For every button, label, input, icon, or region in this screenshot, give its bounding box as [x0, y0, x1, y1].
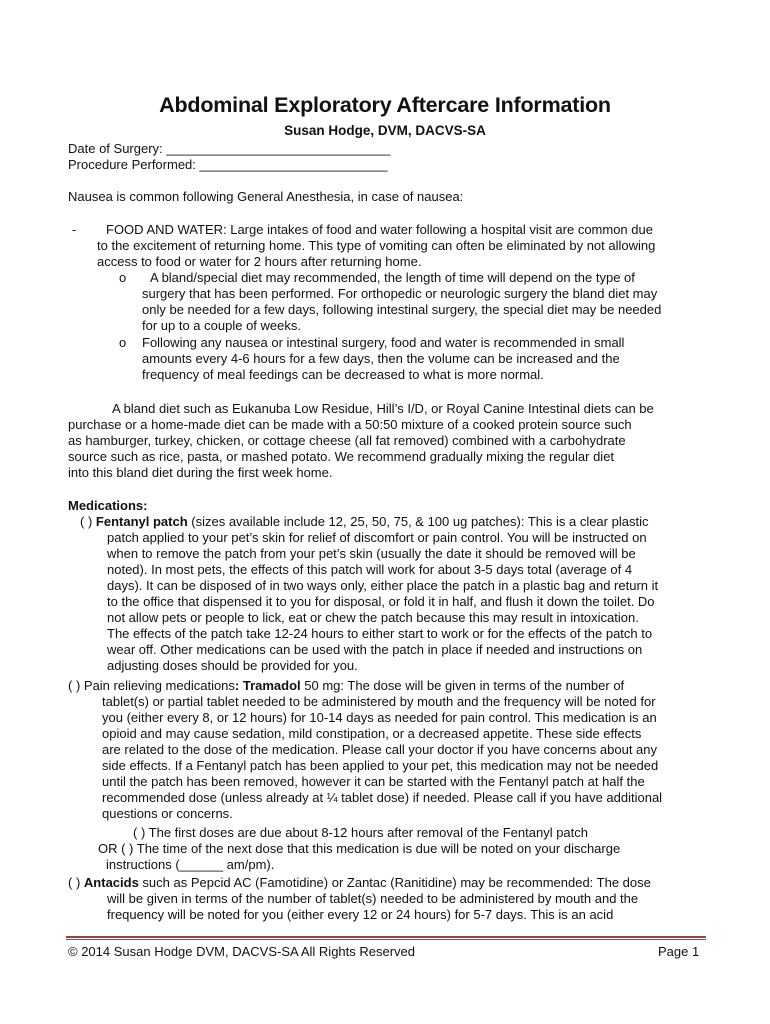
antacids-line-first	[68, 875, 651, 891]
tramadol-text: 50 mg: The dose will be given in terms of the number of	[300, 678, 625, 693]
tramadol-line: you (either every 8, or 12 hours) for 10-14 days as needed for pain control. This medication is an	[102, 710, 657, 725]
author-line: Susan Hodge, DVM, DACVS-SA	[284, 123, 486, 138]
antacids-line: will be given in terms of the number of tablet(s) needed to be administered by mouth and the	[107, 891, 639, 906]
antacids-checkbox[interactable]: ( )	[68, 875, 81, 890]
bullet-line: amounts every 4-6 hours for a few days, then the volume can be increased and the	[142, 351, 620, 366]
tramadol-checkbox[interactable]: ( )	[68, 678, 81, 693]
fentanyl-line: to the office that dispensed it to you for disposal, or fold it in half, and flush it down the toilet. Do	[107, 594, 655, 609]
fentanyl-line: noted). In most pets, the effects of this patch will work for about 3-5 days total (average of 4	[107, 562, 633, 577]
bullet-line: surgery that has been performed. For orthopedic or neurologic surgery the bland diet may	[142, 286, 658, 301]
food-water-line: to the excitement of returning home. This type of vomiting can often be eliminated by not allowing	[97, 238, 656, 253]
fentanyl-line: adjusting doses should be provided for you.	[107, 658, 358, 673]
bland-diet-line: into this bland diet during the first week home.	[68, 465, 333, 480]
footer-rule	[66, 936, 706, 938]
footer-copyright: © 2014 Susan Hodge DVM, DACVS-SA All Rights Reserved	[68, 944, 416, 959]
fentanyl-name: Fentanyl patch	[95, 514, 188, 529]
bullet-line: frequency of meal feedings can be decreased to what is more normal.	[142, 367, 544, 382]
bullet-marker: o	[119, 270, 127, 285]
fentanyl-line: patch applied to your pet’s skin for relief of discomfort or pain control. You will be instructed on	[107, 530, 647, 545]
food-water-line: FOOD AND WATER: Large intakes of food and water following a hospital visit are common due	[106, 222, 653, 237]
tramadol-name: : Tramadol	[234, 678, 301, 693]
antacids-text: such as Pepcid AC (Famotidine) or Zantac (Ranitidine) may be recommended: The dose	[138, 875, 651, 890]
procedure-performed-field: Procedure Performed: __________________________	[68, 157, 388, 172]
dash-marker: -	[72, 222, 77, 237]
fentanyl-line-first	[80, 514, 648, 530]
medications-heading: Medications:	[68, 498, 148, 513]
antacids-name: Antacids	[83, 875, 139, 890]
footer-rule-thin	[66, 939, 706, 940]
bullet-marker: o	[119, 335, 127, 350]
bullet-line: only be needed for a few days, following intestinal surgery, the special diet may be needed	[142, 302, 662, 317]
discharge-instructions-line: instructions (______ am/pm).	[106, 857, 275, 872]
fentanyl-checkbox[interactable]: ( )	[80, 514, 93, 529]
bland-diet-line: as hamburger, turkey, chicken, or cottage cheese (all fat removed) combined with a carbohydrate	[68, 433, 626, 448]
tramadol-line: side effects. If a Fentanyl patch has been applied to your pet, this medication may not be needed	[102, 758, 659, 773]
tramadol-line: until the patch has been removed, however it can be started with the Fentanyl patch at half the	[102, 774, 645, 789]
bland-diet-line: A bland diet such as Eukanuba Low Residue, Hill’s I/D, or Royal Canine Intestinal diets can be	[112, 401, 654, 416]
tramadol-line: are related to the dose of the medication. Please call your doctor if you have concerns about any	[102, 742, 658, 757]
footer-page-number: Page 1	[658, 944, 700, 959]
antacids-line: frequency will be noted for you (either every 12 or 24 hours) for 5-7 days. This is an acid	[107, 907, 614, 922]
fentanyl-line: days). It can be disposed of in two ways only, either place the patch in a plastic bag and return it	[107, 578, 659, 593]
fentanyl-line: The effects of the patch take 12-24 hours to either start to work or for the effects of the patch to	[107, 626, 653, 641]
next-dose-option[interactable]: OR ( ) The time of the next dose that this medication is due will be noted on your discharge	[98, 841, 621, 856]
nausea-intro: Nausea is common following General Anesthesia, in case of nausea:	[68, 189, 464, 204]
document-title: Abdominal Exploratory Aftercare Information	[159, 93, 611, 117]
fentanyl-line: not allow pets or people to lick, eat or chew the patch because this may result in intoxication.	[107, 610, 639, 625]
tramadol-prefix: Pain relieving medications	[80, 678, 235, 693]
bland-diet-line: source such as rice, pasta, or mashed potato. We recommend gradually mixing the regular diet	[68, 449, 615, 464]
tramadol-line: questions or concerns.	[102, 806, 233, 821]
bland-diet-line: purchase or a home-made diet can be made with a 50:50 mixture of a cooked protein source such	[68, 417, 632, 432]
tramadol-line: recommended dose (unless already at ¼ tablet dose) if needed. Please call if you have additional	[102, 790, 663, 805]
tramadol-line: opioid and may cause sedation, mild constipation, or a decreased appetite. These side effects	[102, 726, 642, 741]
tramadol-line: tablet(s) or partial tablet needed to be administered by mouth and the frequency will be noted for	[102, 694, 656, 709]
bullet-line: for up to a couple of weeks.	[142, 318, 301, 333]
fentanyl-line: when to remove the patch from your pet’s skin (usually the date it should be removed will be	[107, 546, 636, 561]
food-water-line: access to food or water for 2 hours after returning home.	[97, 254, 422, 269]
bullet-line: Following any nausea or intestinal surgery, food and water is recommended in small	[142, 335, 625, 350]
first-doses-option[interactable]: ( ) The first doses are due about 8-12 hours after removal of the Fentanyl patch	[133, 825, 589, 840]
fentanyl-line: wear off. Other medications can be used with the patch in place if needed and instructions on	[107, 642, 643, 657]
date-of-surgery-field: Date of Surgery: _______________________________	[68, 141, 391, 156]
tramadol-line-first	[68, 678, 624, 694]
bullet-line: A bland/special diet may recommended, the length of time will depend on the type of	[150, 270, 635, 285]
fentanyl-text: (sizes available include 12, 25, 50, 75, & 100 ug patches): This is a clear plastic	[187, 514, 649, 529]
